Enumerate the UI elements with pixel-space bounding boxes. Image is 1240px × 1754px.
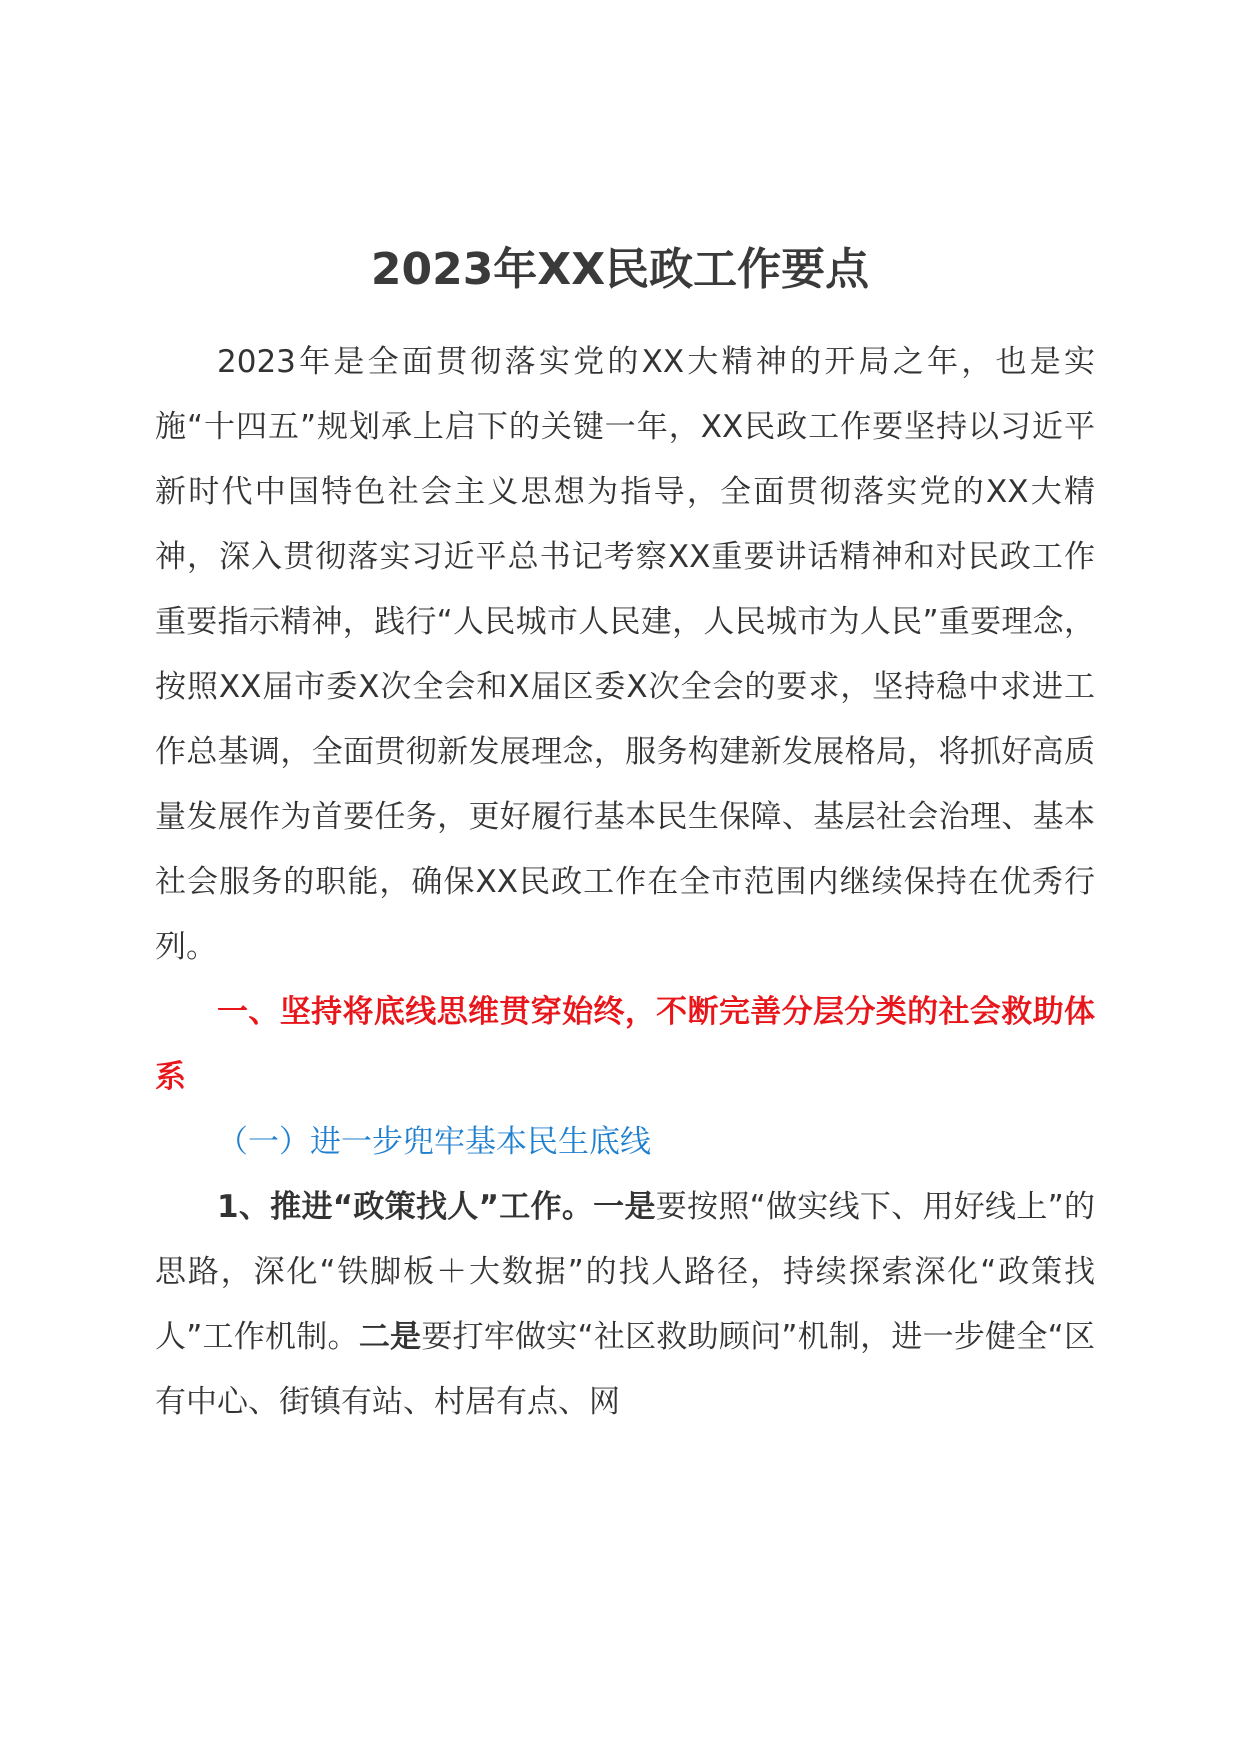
first-text: 要按照“做实线下、用好线上”的思路，深化“铁脚板＋大数据”的找人路径，持续探索深化“政策找人”工作机制。 — [155, 1189, 1095, 1355]
document-body — [155, 330, 1095, 1435]
second-text: 要打牢做实“社区救助顾问”机制，进一步健全“区有中心、街镇有站、村居有点、网 — [155, 1319, 1095, 1420]
intro-paragraph: 2023年是全面贯彻落实党的XX大精神的开局之年，也是实施“十四五”规划承上启下的关键一年，XX民政工作要坚持以习近平新时代中国特色社会主义思想为指导，全面贯彻落实党的XX大精神，深入贯彻落实习近平总书记考察XX重要讲话精神和对民政工作重要指示精神，践行“人民城市人民建，人民城市为人民”重要理念，按照XX届市委X次全会和X届区委X次全会的要求，坚持稳中求进工作总基调，全面贯彻新发展理念，服务构建新发展格局，将抓好高质量发展作为首要任务，更好履行基本民生保障、基层社会治理、基本社会服务的职能，确保XX民政工作在全市范围内继续保持在优秀行列。 — [155, 344, 1095, 965]
document-title: 2023年XX民政工作要点 — [370, 244, 870, 295]
item-lead: 1、推进“政策找人”工作。 — [217, 1189, 594, 1225]
subsection-heading: （一）进一步兜牢基本民生底线 — [217, 1124, 651, 1160]
item-paragraph — [155, 1175, 1095, 1435]
section-heading: 一、坚持将底线思维贯穿始终，不断完善分层分类的社会救助体系 — [155, 994, 1095, 1095]
second-marker: 二是 — [358, 1319, 422, 1355]
first-marker: 一是 — [593, 1189, 656, 1225]
